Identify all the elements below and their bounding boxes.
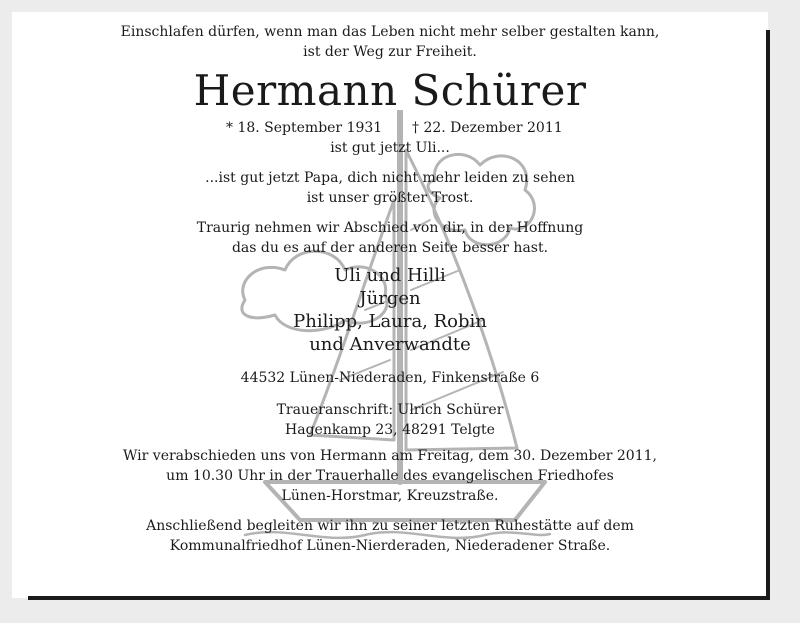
home-address: 44532 Lünen-Niederaden, Finkenstraße 6 [240, 370, 540, 386]
mourning-address-line-1: Traueranschrift: Ulrich Schürer [276, 402, 504, 418]
epigraph-line-1: Einschlafen dürfen, wenn man das Leben nicht mehr selber gestalten kann, [120, 24, 660, 40]
family-line: und Anverwandte [309, 334, 471, 355]
message-papa [12, 168, 768, 208]
family-names [12, 264, 768, 356]
family-line: Philipp, Laura, Robin [293, 311, 487, 332]
farewell-line-1: Wir verabschieden uns von Hermann am Freitag, dem 30. Dezember 2011, [123, 448, 657, 464]
family-line: Jürgen [359, 288, 421, 309]
farewell-line-2: um 10.30 Uhr in der Trauerhalle des evangelischen Friedhofes [166, 468, 614, 484]
burial-line-1: Anschließend begleiten wir ihn zu seiner letzten Ruhestätte auf dem [146, 518, 634, 534]
message-hope-line-1: Traurig nehmen wir Abschied von dir, in der Hoffnung [196, 220, 584, 236]
farewell-service [12, 446, 768, 506]
burial-line-2: Kommunalfriedhof Lünen-Nierderaden, Niederadener Straße. [169, 538, 611, 554]
obituary-content [12, 22, 768, 556]
epigraph [12, 22, 768, 62]
death-date: † 22. Dezember 2011 [412, 120, 563, 136]
farewell-line-3: Lünen-Horstmar, Kreuzstraße. [281, 488, 499, 504]
message-uli: ist gut jetzt Uli... [330, 140, 450, 156]
message-papa-line-1: ...ist gut jetzt Papa, dich nicht mehr leiden zu sehen [205, 170, 575, 186]
mourning-address [12, 400, 768, 440]
family-line: Uli und Hilli [334, 265, 446, 286]
epigraph-line-2: ist der Weg zur Freiheit. [303, 44, 477, 60]
message-farewell-hope [12, 218, 768, 258]
burial-notice [12, 516, 768, 556]
deceased-name: Hermann Schürer [193, 66, 587, 115]
mourning-address-line-2: Hagenkamp 23, 48291 Telgte [285, 422, 495, 438]
message-papa-line-2: ist unser größter Trost. [306, 190, 474, 206]
birth-date: * 18. September 1931 [226, 120, 383, 136]
message-hope-line-2: das du es auf der anderen Seite besser hast. [231, 240, 549, 256]
life-dates [12, 118, 768, 138]
card-shadow-bottom [28, 596, 770, 600]
